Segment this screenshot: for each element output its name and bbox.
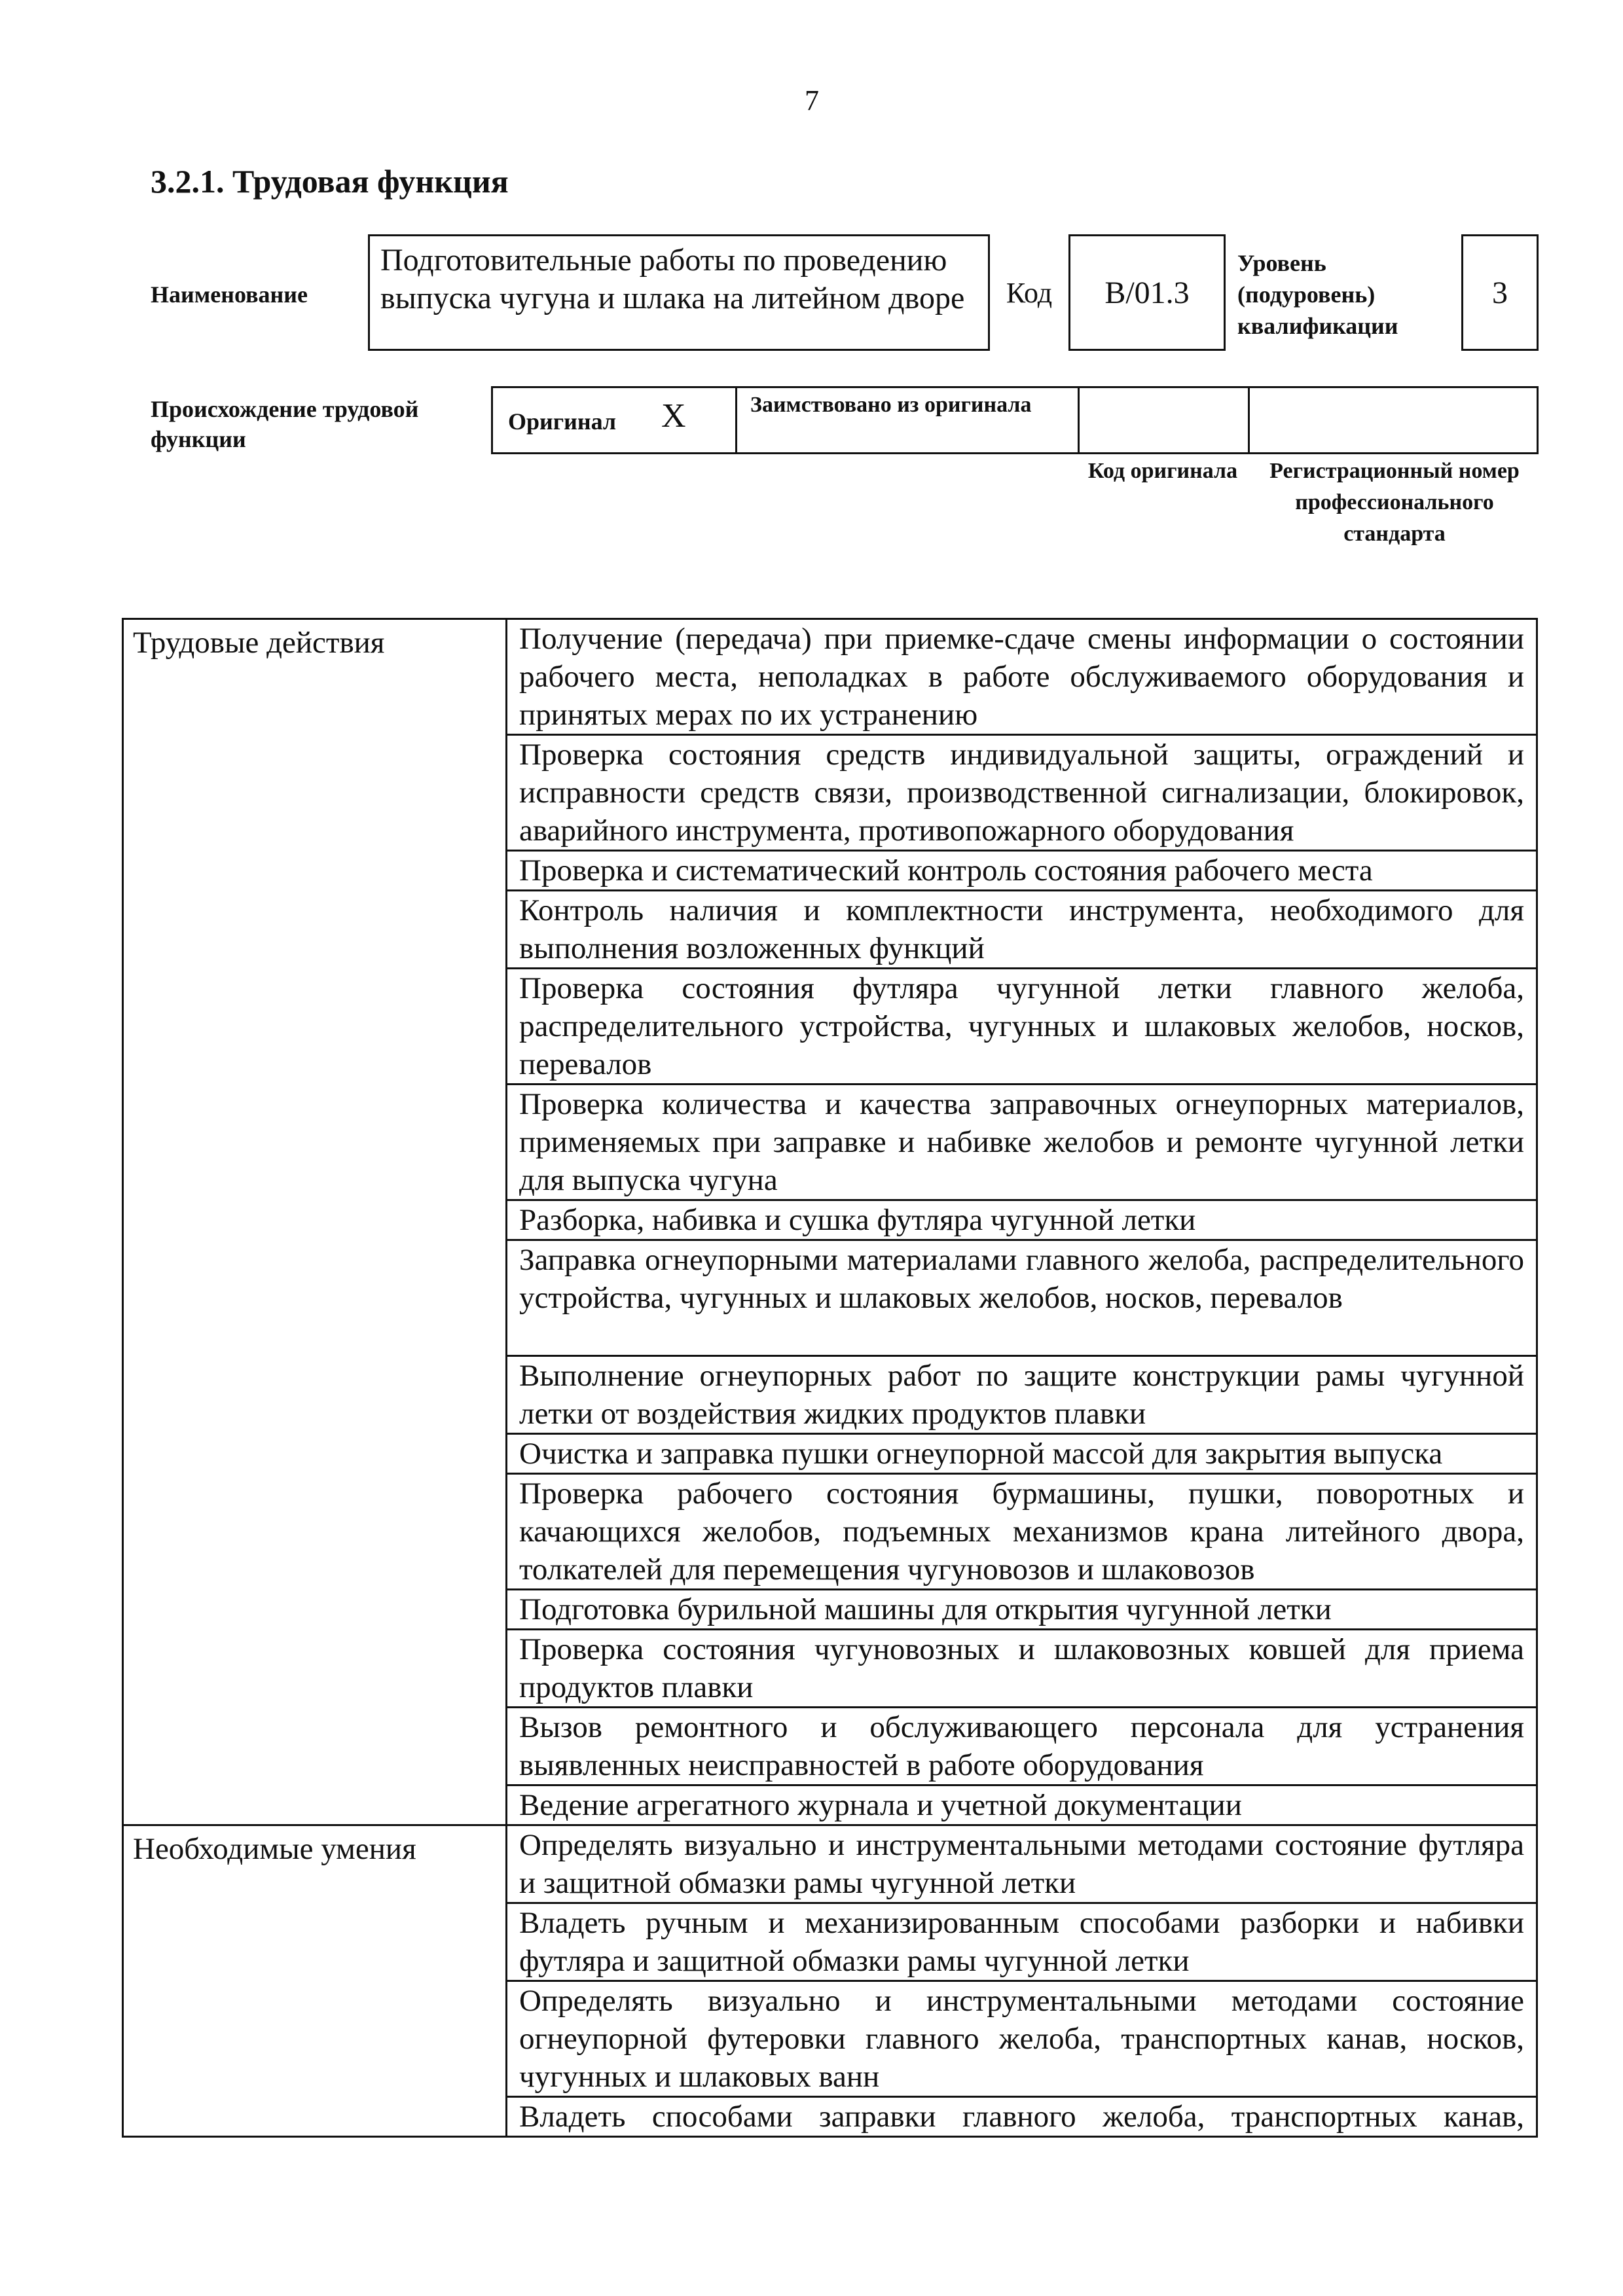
labor-function-table [122, 618, 1538, 2138]
labor-action: Вызов ремонтного и обслуживающего персонала для устранения выявленных неисправностей в работе оборудования [519, 1710, 1524, 1782]
table-row [123, 1825, 1537, 1903]
level-label: Уровень (подуровень) квалификации [1237, 250, 1398, 339]
table-cell [507, 1981, 1537, 2097]
table-cell [507, 1356, 1537, 1434]
original-mark: X [661, 397, 686, 435]
skill-item: Владеть способами заправки главного желоба, транспортных канав, [519, 2100, 1524, 2134]
table-row [123, 619, 1537, 735]
labor-action: Разборка, набивка и сушка футляра чугунной летки [519, 1203, 1196, 1237]
origin-divider [1078, 386, 1080, 454]
level-value: 3 [1492, 275, 1508, 310]
table-cell [507, 2097, 1537, 2137]
labor-action: Проверка состояния чугуновозных и шлаковозных ковшей для приема продуктов плавки [519, 1632, 1524, 1704]
labor-action: Ведение агрегатного журнала и учетной документации [519, 1788, 1242, 1822]
origin-divider [1248, 386, 1250, 454]
table-cell [507, 1708, 1537, 1785]
table-cell [507, 891, 1537, 969]
table-cell [507, 1630, 1537, 1708]
skill-item: Владеть ручным и механизированным способами разборки и набивки футляра и защитной обмазки рамы чугунной летки [519, 1906, 1524, 1978]
labor-action: Получение (передача) при приемке-сдаче смены информации о состоянии рабочего места, неполадках в работе обслуживаемого оборудования и принятых мерах по их устранению [519, 622, 1524, 732]
labor-action: Проверка рабочего состояния бурмашины, пушки, поворотных и качающихся желобов, подъемных механизмов крана литейного двора, толкателей для перемещения чугуновозов и шлаковозов [519, 1477, 1524, 1587]
borrowed-label: Заимствовано из оригинала [750, 393, 1032, 417]
table-cell [507, 1590, 1537, 1630]
name-value: Подготовительные работы по проведению выпуска чугуна и шлака на литейном дворе [380, 243, 965, 315]
labor-action: Проверка состояния футляра чугунной летки главного желоба, распределительного устройства, чугунных и шлаковых желобов, носков, перевалов [519, 971, 1524, 1081]
labor-action: Проверка и систематический контроль состояния рабочего места [519, 853, 1373, 888]
labor-action: Проверка количества и качества заправочных огнеупорных материалов, применяемых при заправке и набивке желобов и ремонте чугунной летки для выпуска чугуна [519, 1087, 1524, 1197]
reg-number-caption: Регистрационный номер профессионального стандарта [1269, 459, 1520, 546]
page-number: 7 [805, 84, 819, 117]
origin-divider [735, 386, 737, 454]
name-value-box [368, 234, 990, 351]
code-value: В/01.3 [1104, 275, 1190, 310]
code-value-box [1068, 234, 1226, 351]
labor-action: Контроль наличия и комплектности инструмента, необходимого для выполнения возложенных функций [519, 893, 1524, 965]
origin-label: Происхождение трудовой функции [151, 396, 419, 452]
labor-action: Проверка состояния средств индивидуальной защиты, ограждений и исправности средств связи, производственной сигнализации, блокировок, аварийного инструмента, противопожарного оборудования [519, 738, 1524, 848]
labor-action: Выполнение огнеупорных работ по защите конструкции рамы чугунной летки от воздействия жидких продуктов плавки [519, 1359, 1524, 1431]
labor-action: Подготовка бурильной машины для открытия чугунной летки [519, 1592, 1332, 1626]
skills-label: Необходимые умения [123, 1825, 507, 2137]
table-cell [507, 1434, 1537, 1474]
table-cell [507, 851, 1537, 891]
table-cell [507, 619, 1537, 735]
section-heading: 3.2.1. Трудовая функция [151, 163, 509, 200]
code-original-caption: Код оригинала [1087, 459, 1238, 483]
skill-item: Определять визуально и инструментальными методами состояние футляра и защитной обмазки рамы чугунной летки [519, 1828, 1524, 1900]
table-cell [507, 1474, 1537, 1590]
table-cell [507, 1785, 1537, 1825]
table-cell [507, 735, 1537, 851]
table-cell [507, 1085, 1537, 1200]
original-label: Оригинал [508, 408, 617, 435]
labor-action: Очистка и заправка пушки огнеупорной массой для закрытия выпуска [519, 1437, 1443, 1471]
code-label: Код [1006, 276, 1053, 309]
table-cell [507, 1903, 1537, 1981]
table-cell [507, 1825, 1537, 1903]
labor-action: Заправка огнеупорными материалами главного желоба, распределительного устройства, чугунных и шлаковых желобов, носков, перевалов [519, 1243, 1524, 1315]
table-cell [507, 969, 1537, 1085]
table-cell [507, 1200, 1537, 1240]
name-label: Наименование [151, 281, 308, 308]
labor-actions-label: Трудовые действия [123, 619, 507, 1825]
level-value-box [1461, 234, 1539, 351]
table-cell [507, 1240, 1537, 1356]
skill-item: Определять визуально и инструментальными методами состояние огнеупорной футеровки главного желоба, транспортных канав, носков, чугунных и шлаковых ванн [519, 1984, 1524, 2094]
